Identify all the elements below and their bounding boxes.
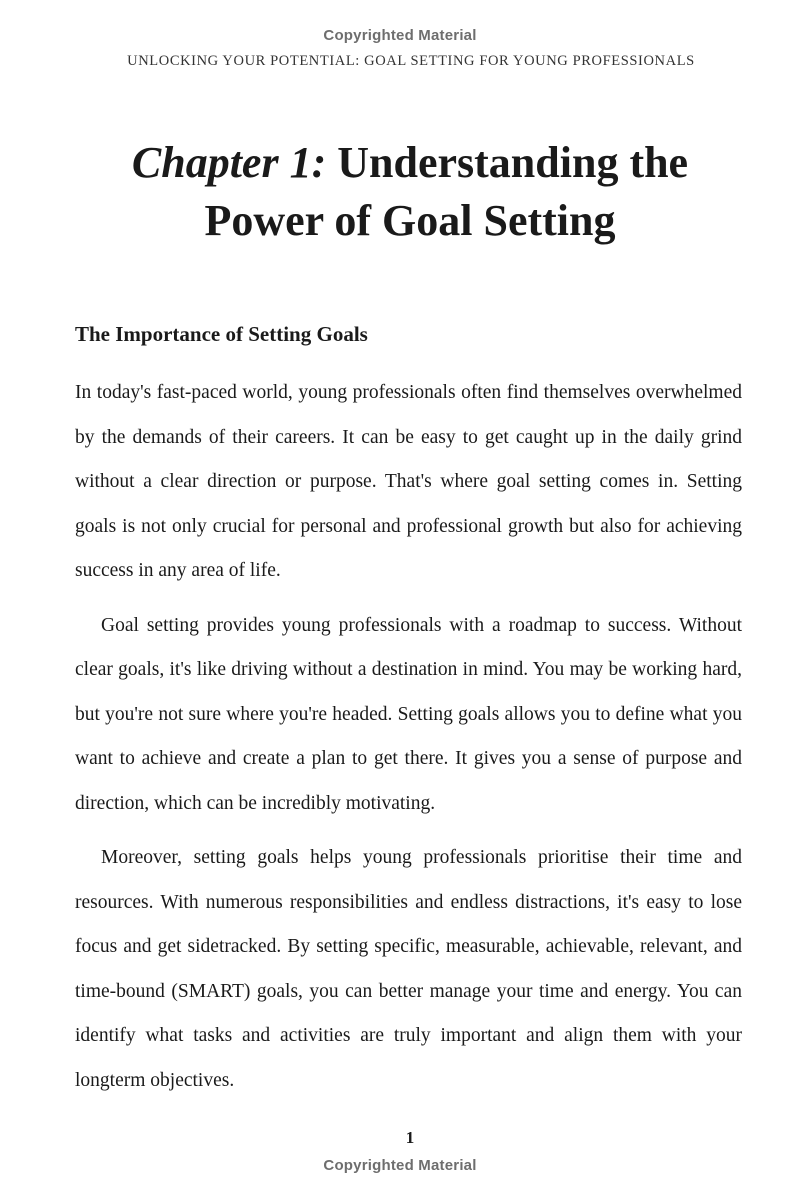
running-header: UNLOCKING YOUR POTENTIAL: GOAL SETTING FOR YOUNG PROFESSIONALS: [127, 53, 695, 69]
chapter-title: [60, 134, 760, 250]
page-number: 1: [405, 1128, 415, 1147]
paragraph: In today's fast-paced world, young professionals often find themselves overwhelmed by the demands of their careers. It can be easy to get caught up in the daily grind without a clear direction or purpose. That's where goal setting comes in. Setting goals is not only crucial for personal and professional growth but also for achieving success in any area of life.: [75, 382, 742, 581]
paragraph: Goal setting provides young professionals with a roadmap to success. Without clear goals, it's like driving without a destination in mind. You may be working hard, but you're not sure where you're headed. Setting goals allows you to define what you want to achieve and create a plan to get there. It gives you a sense of purpose and direction, which can be incredibly motivating.: [75, 614, 742, 814]
section-heading: The Importance of Setting Goals: [75, 322, 368, 346]
chapter-title-line2: Power of Goal Setting: [204, 196, 616, 245]
chapter-title-line1: Understanding the: [337, 138, 689, 187]
body-text: [75, 371, 742, 1113]
copyright-watermark-bottom: Copyrighted Material: [323, 1157, 477, 1174]
copyright-watermark-top: Copyrighted Material: [323, 27, 477, 44]
paragraph: Moreover, setting goals helps young professionals prioritise their time and resources. With numerous responsibilities and endless distractions, it's easy to lose focus and get sidetracked. By setting specific, measurable, achievable, relevant, and time-bound (SMART) goals, you can better manage your time and energy. You can identify what tasks and activities are truly important and align them with your longterm objectives.: [75, 847, 742, 1091]
chapter-label: Chapter 1:: [131, 138, 327, 187]
